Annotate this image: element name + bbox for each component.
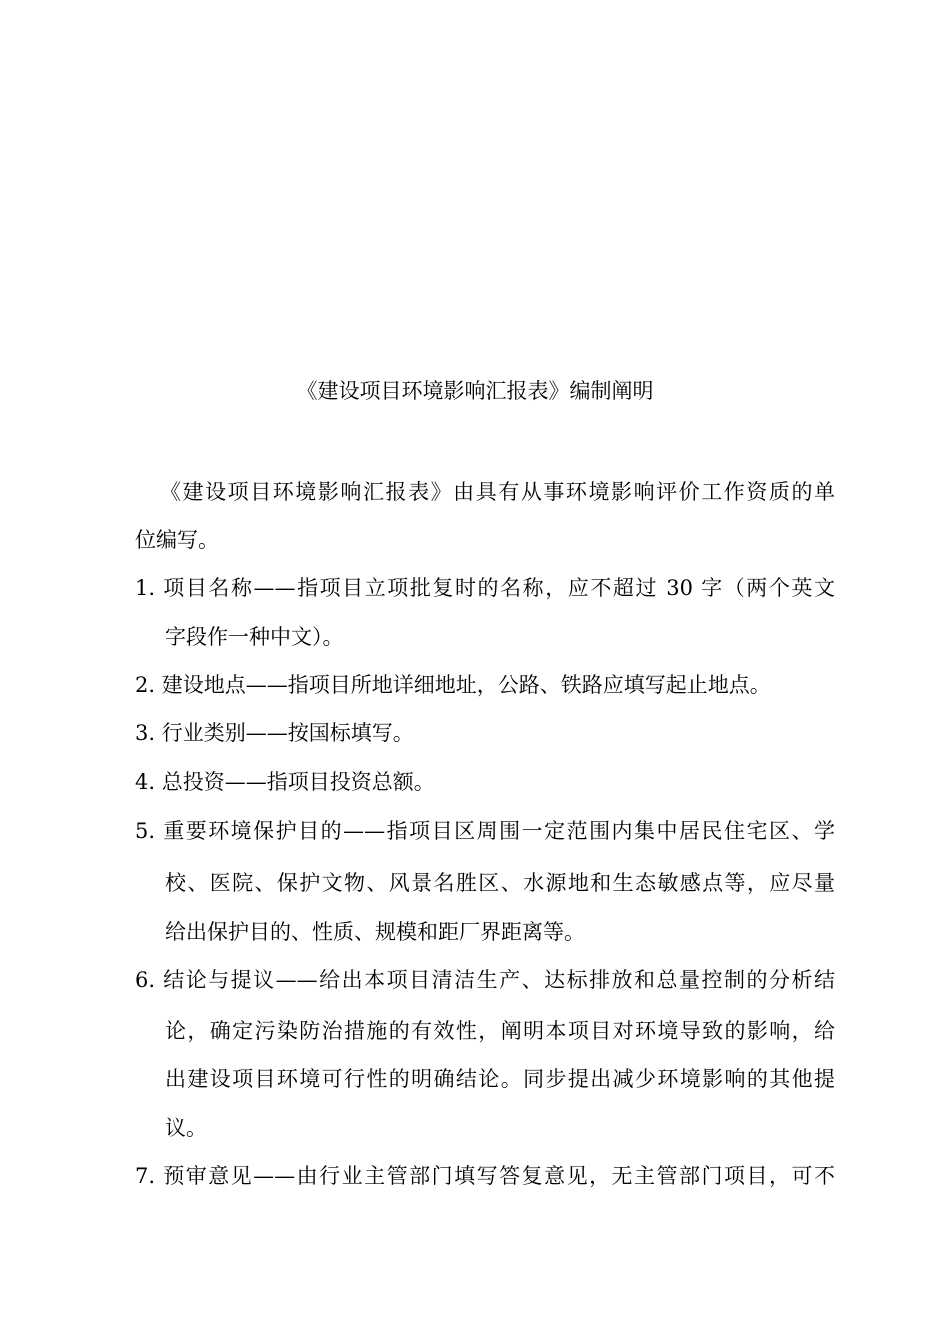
item-6-line-3: 出建设项目环境可行性的明确结论。同步提出减少环境影响的其他提: [165, 1067, 835, 1091]
item-4-line-1: 4. 总投资——指项目投资总额。: [135, 770, 435, 794]
item-1-line-2: 字段作一种中文）。: [165, 625, 344, 649]
item-2-line-1: 2. 建设地点——指项目所地详细地址，公路、铁路应填写起止地点。: [135, 673, 771, 697]
document-title: 《建设项目环境影响汇报表》编制阐明: [296, 379, 654, 403]
intro-line-2: 位编写。: [135, 528, 219, 552]
item-7-line-1: 7. 预审意见——由行业主管部门填写答复意见，无主管部门项目，可不: [135, 1164, 835, 1188]
intro-line-1: 《建设项目环境影响汇报表》由具有从事环境影响评价工作资质的单: [160, 480, 835, 504]
item-6-line-1: 6. 结论与提议——给出本项目清洁生产、达标排放和总量控制的分析结: [135, 968, 835, 992]
item-6-line-4: 议。: [165, 1116, 207, 1140]
item-6-line-2: 论，确定污染防治措施的有效性，阐明本项目对环境导致的影响，给: [165, 1019, 835, 1043]
item-5-line-1: 5. 重要环境保护目的——指项目区周围一定范围内集中居民住宅区、学: [135, 819, 835, 843]
item-3-line-1: 3. 行业类别——按国标填写。: [135, 721, 414, 745]
item-5-line-2: 校、医院、保护文物、风景名胜区、水源地和生态敏感点等，应尽量: [165, 871, 835, 895]
item-1-line-1: 1. 项目名称——指项目立项批复时的名称，应不超过 30 字（两个英文: [135, 576, 835, 600]
item-5-line-3: 给出保护目的、性质、规模和距厂界距离等。: [165, 920, 585, 944]
